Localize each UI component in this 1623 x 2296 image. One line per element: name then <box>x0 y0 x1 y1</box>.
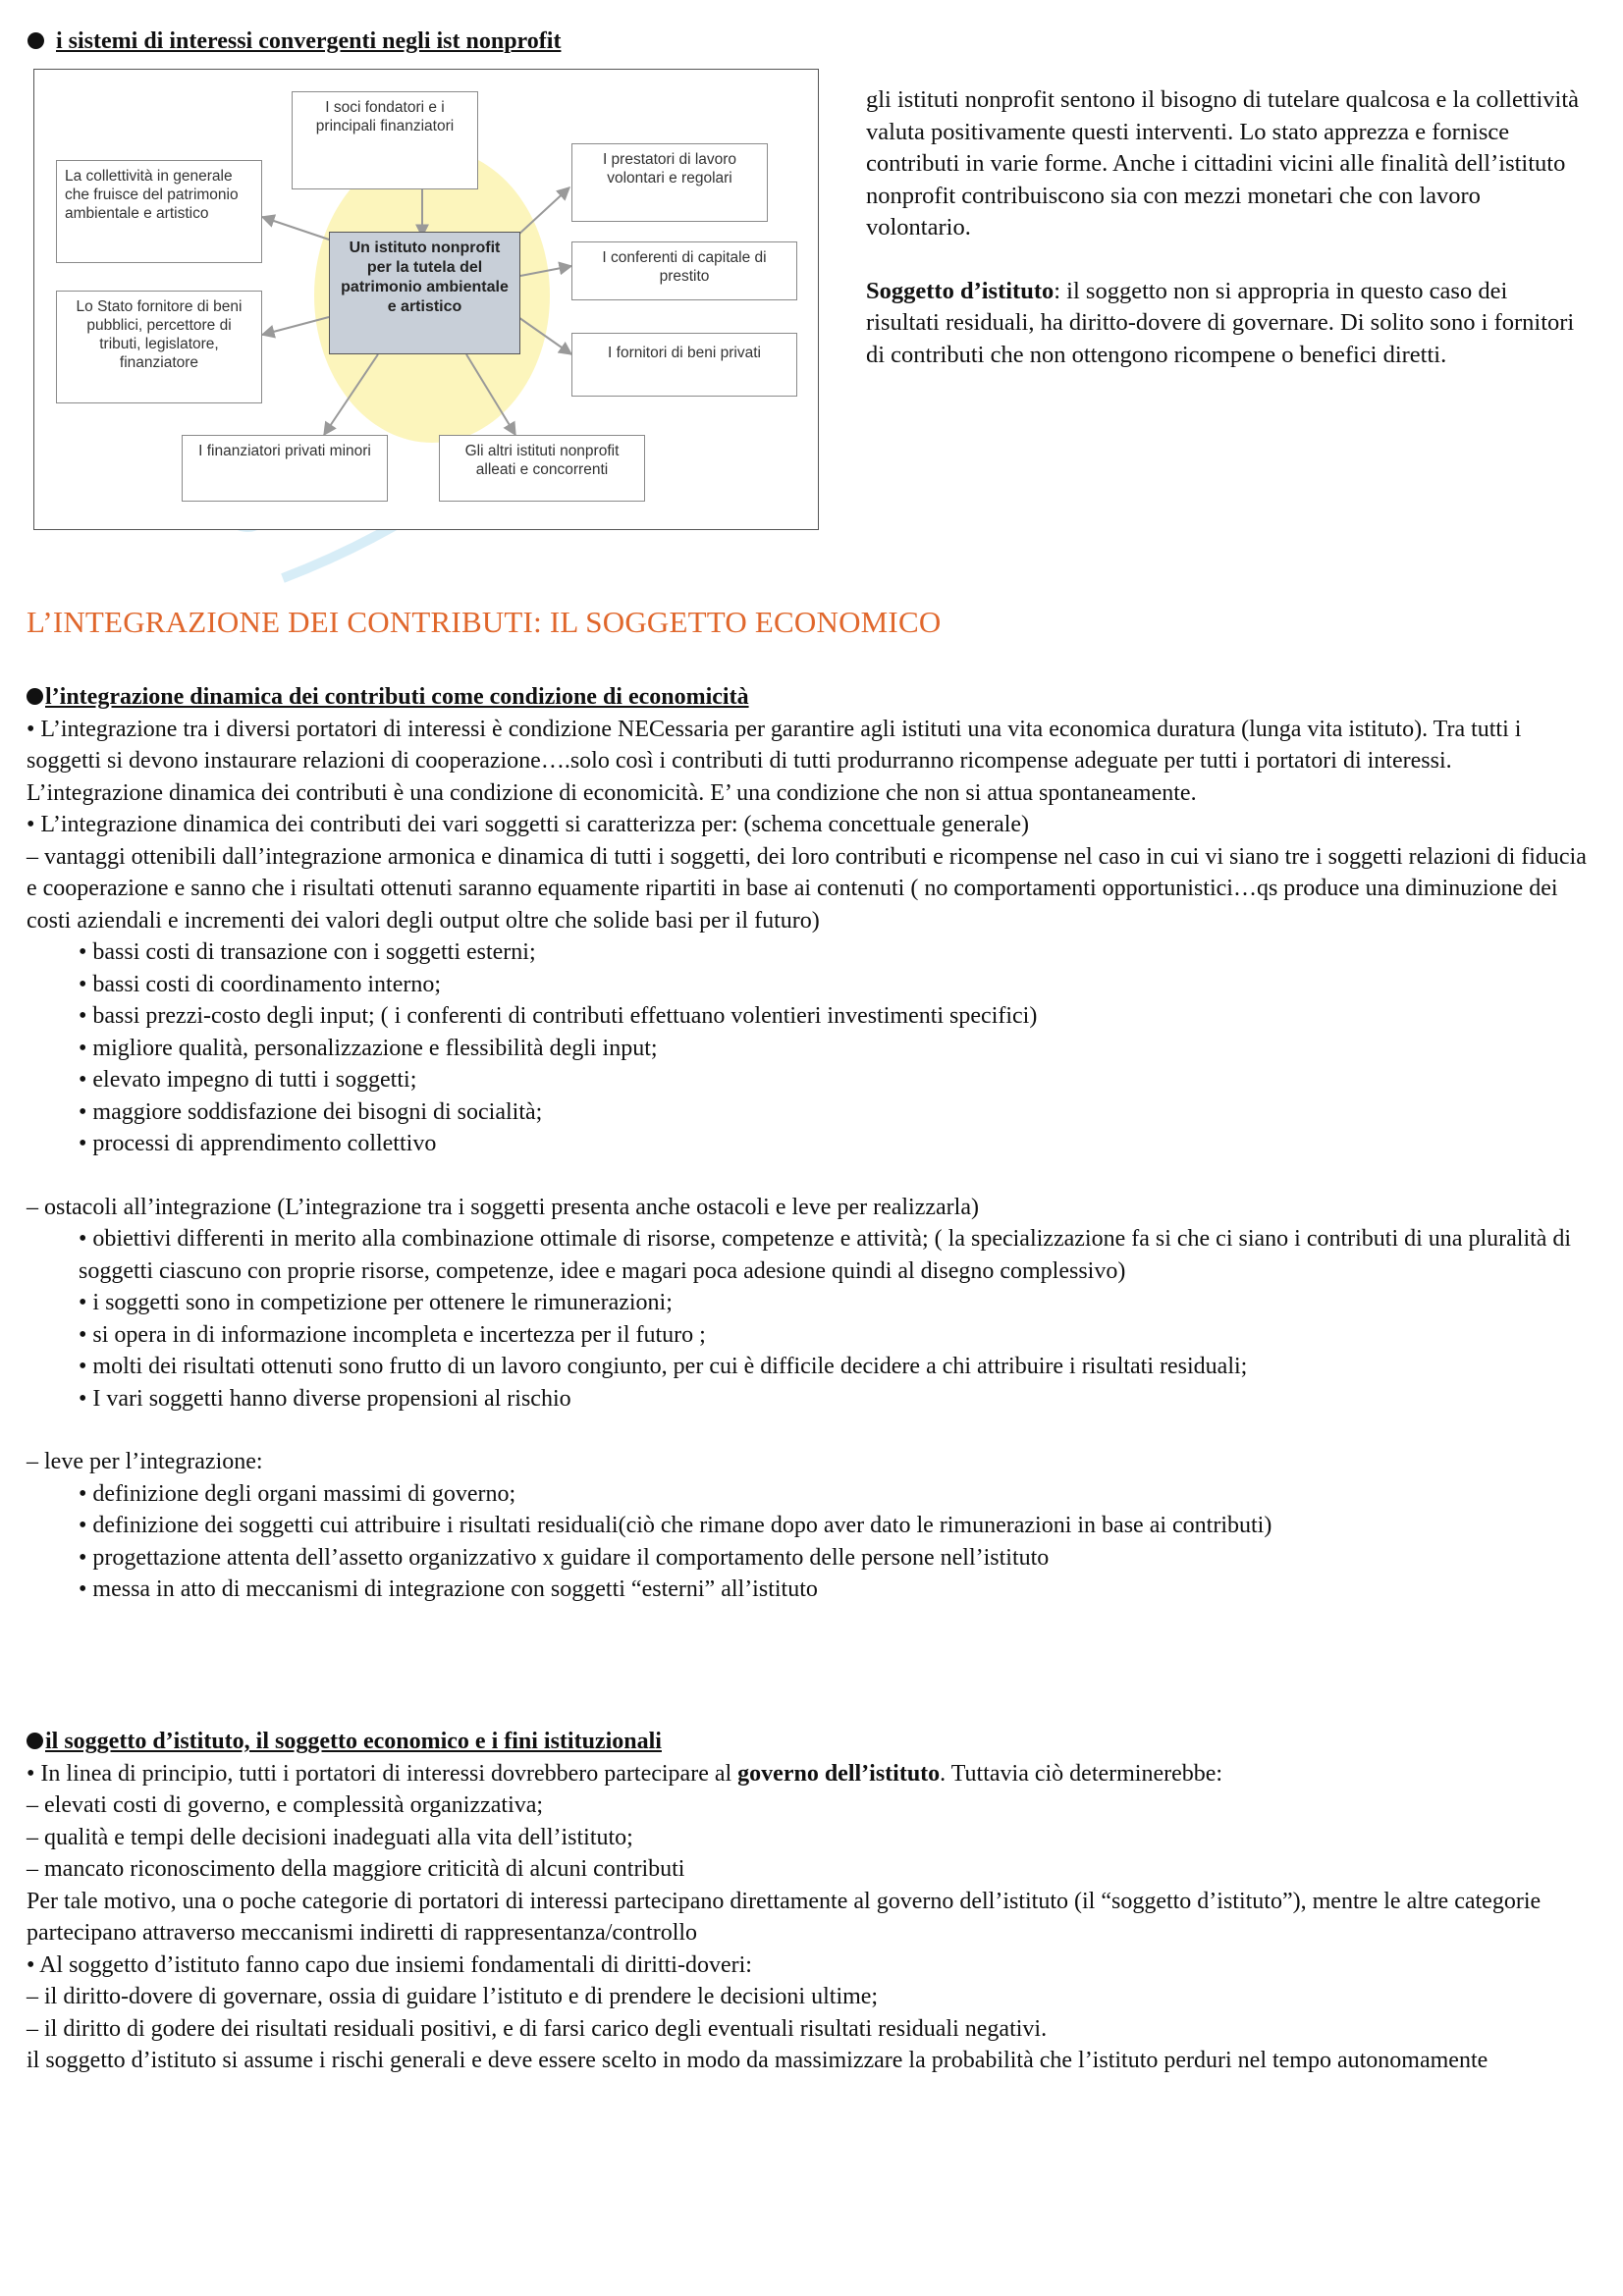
list-item: • i soggetti sono in competizione per ottenere le rimunerazioni; <box>79 1290 673 1315</box>
section2-body <box>27 681 1597 1606</box>
section2-paragraph: – vantaggi ottenibili dall’integrazione armonica e dinamica di tutti i soggetti, dei loro contributi e ricompense nel caso in cui vi siano tre i soggetti relazioni di fiducia e cooperazione e sanno che i risultati ottenuti saranno equamente ripartiti in base ai contenuti ( no comportamenti opportunistici…qs produce una diminuzione dei costi aziendali e incrementi dei valori degli output oltre che solide basi per il futuro) <box>27 843 1587 934</box>
node-collettivita: La collettività in generale che fruisce del patrimonio ambientale e artistico <box>56 160 262 263</box>
right-column-text <box>866 84 1583 371</box>
bullet-icon <box>27 688 43 705</box>
list-item: • bassi prezzi-costo degli input; ( i conferenti di contributi effettuano volentieri investimenti specifici) <box>79 1003 1038 1029</box>
section2-paragraph: L’integrazione dinamica dei contributi è una condizione di economicità. E’ una condizione che non si attua spontaneamente. <box>27 779 1197 806</box>
ostacoli-intro: – ostacoli all’integrazione (L’integrazione tra i soggetti presenta anche ostacoli e leve per realizzarla) <box>27 1194 979 1220</box>
node-center-istituto: Un istituto nonprofit per la tutela del patrimonio ambientale e artistico <box>329 232 520 354</box>
section3-heading: il soggetto d’istituto, il soggetto economico e i fini istituzionali <box>45 1729 662 1754</box>
list-item: • I vari soggetti hanno diverse propensioni al rischio <box>79 1385 571 1412</box>
list-item: • si opera in di informazione incompleta e incertezza per il futuro ; <box>79 1321 706 1348</box>
list-item: • elevato impegno di tutti i soggetti; <box>79 1067 417 1093</box>
right-paragraph-1: gli istituti nonprofit sentono il bisogno di tutelare qualcosa e la collettività valuta positivamente questi interventi. Lo stato apprezza e fornisce contributi in varie forme. Anche i cittadini vicini alle finalità dell’istituto nonprofit contribuiscono sia con mezzi monetari che con lavoro volontario. <box>866 86 1580 240</box>
section3-line: il soggetto d’istituto si assume i rischi generali e deve essere scelto in modo da massimizzare la probabilità che l’istituto perduri nel tempo autonomamente <box>27 2048 1488 2073</box>
section2-title: L’INTEGRAZIONE DEI CONTRIBUTI: IL SOGGETTO ECONOMICO <box>27 605 942 639</box>
section3-paragraph <box>27 1758 1597 1790</box>
stakeholder-diagram <box>33 69 819 530</box>
section1-heading: i sistemi di interessi convergenti negli ist nonprofit <box>56 28 562 54</box>
node-soci-fondatori: I soci fondatori e i principali finanziatori <box>292 91 478 189</box>
section3-line: – elevati costi di governo, e complessità organizzativa; <box>27 1792 544 1818</box>
section2-heading-row <box>27 681 1597 714</box>
node-finanziatori-minori: I finanziatori privati minori <box>182 435 388 502</box>
section3-line: – mancato riconoscimento della maggiore criticità di alcuni contributi <box>27 1856 685 1882</box>
node-fornitori: I fornitori di beni privati <box>571 333 797 397</box>
list-item: • definizione degli organi massimi di governo; <box>79 1480 516 1507</box>
section3-line: – il diritto di godere dei risultati residuali positivi, e di farsi carico degli eventuali risultati residuali negativi. <box>27 2015 1048 2042</box>
leve-intro: – leve per l’integrazione: <box>27 1449 263 1474</box>
section2-paragraph: • L’integrazione tra i diversi portatori di interessi è condizione NECessaria per garantire agli istituti una vita economica duratura (lunga vita istituto). Tra tutti i soggetti si devono instaurare relazioni di cooperazione….solo così i contributi di tutti produrranno ricompense adeguate per tutti i portatori di interessi. <box>27 716 1522 774</box>
list-item: • messa in atto di meccanismi di integrazione con soggetti “esterni” all’istituto <box>79 1576 818 1602</box>
node-altri-istituti: Gli altri istituti nonprofit alleati e concorrenti <box>439 435 645 502</box>
soggetto-istituto-term: Soggetto d’istituto <box>866 277 1055 304</box>
section3-line: – il diritto-dovere di governare, ossia di guidare l’istituto e di prendere le decisioni ultime; <box>27 1984 879 2009</box>
node-conferenti-capitale: I conferenti di capitale di prestito <box>571 241 797 300</box>
list-item: • progettazione attenta dell’assetto organizzativo x guidare il comportamento delle persone nell’istituto <box>79 1544 1050 1571</box>
section3-line: – qualità e tempi delle decisioni inadeguati alla vita dell’istituto; <box>27 1824 633 1850</box>
list-item: • molti dei risultati ottenuti sono frutto di un lavoro congiunto, per cui è difficile decidere a chi attribuire i risultati residuali; <box>79 1354 1248 1379</box>
leve-list <box>27 1478 1597 1606</box>
list-item: • processi di apprendimento collettivo <box>79 1131 437 1156</box>
line-text: . Tuttavia ciò determinerebbe: <box>940 1760 1223 1787</box>
section3-heading-row <box>27 1726 1597 1758</box>
section2-heading: l’integrazione dinamica dei contributi come condizione di economicità <box>45 684 749 710</box>
node-prestatori-lavoro: I prestatori di lavoro volontari e regolari <box>571 143 768 222</box>
list-item: • obiettivi differenti in merito alla combinazione ottimale di risorse, competenze e attività; ( la specializzazione fa si che ci siano i contributi di una pluralità di soggetti ciascuno con proprie risorse, competenze, idee e magari poca adesione quindi al disegno complessivo) <box>79 1226 1572 1284</box>
right-paragraph-2-text: : il soggetto non si appropria in questo caso dei risultati residuali, ha diritto-dovere di governare. Di solito sono i fornitori di contributi che non ottengono ricompene o benefici diretti. <box>866 277 1575 368</box>
section3-line: Per tale motivo, una o poche categorie di portatori di interessi partecipano direttamente al governo dell’istituto (il “soggetto d’istituto”), mentre le altre categorie partecipano attraverso meccanismi indiretti di rappresentanza/controllo <box>27 1888 1542 1946</box>
governo-term: governo dell’istituto <box>737 1760 941 1787</box>
list-item: • bassi costi di transazione con i soggetti esterni; <box>79 939 536 965</box>
section3-line: • Al soggetto d’istituto fanno capo due insiemi fondamentali di diritti-doveri: <box>27 1951 752 1978</box>
line-text: • In linea di principio, tutti i portatori di interessi dovrebbero partecipare al <box>27 1760 738 1787</box>
list-item: • definizione dei soggetti cui attribuire i risultati residuali(ciò che rimane dopo aver dato le rimunerazioni in base ai contributi) <box>79 1513 1272 1538</box>
section1-heading-row <box>27 26 561 58</box>
list-item: • maggiore soddisfazione dei bisogni di socialità; <box>79 1098 543 1125</box>
right-paragraph-2 <box>866 276 1583 372</box>
bullet-icon <box>27 1733 43 1749</box>
list-item: • bassi costi di coordinamento interno; <box>79 971 441 997</box>
section3-body <box>27 1726 1597 2077</box>
list-item: • migliore qualità, personalizzazione e flessibilità degli input; <box>79 1035 658 1061</box>
bullet-icon <box>27 32 44 49</box>
vantaggi-list <box>27 936 1597 1160</box>
node-stato: Lo Stato fornitore di beni pubblici, percettore di tributi, legislatore, finanziatore <box>56 291 262 403</box>
ostacoli-list <box>27 1223 1597 1415</box>
section2-paragraph: • L’integrazione dinamica dei contributi dei vari soggetti si caratterizza per: (schema concettuale generale) <box>27 812 1030 837</box>
